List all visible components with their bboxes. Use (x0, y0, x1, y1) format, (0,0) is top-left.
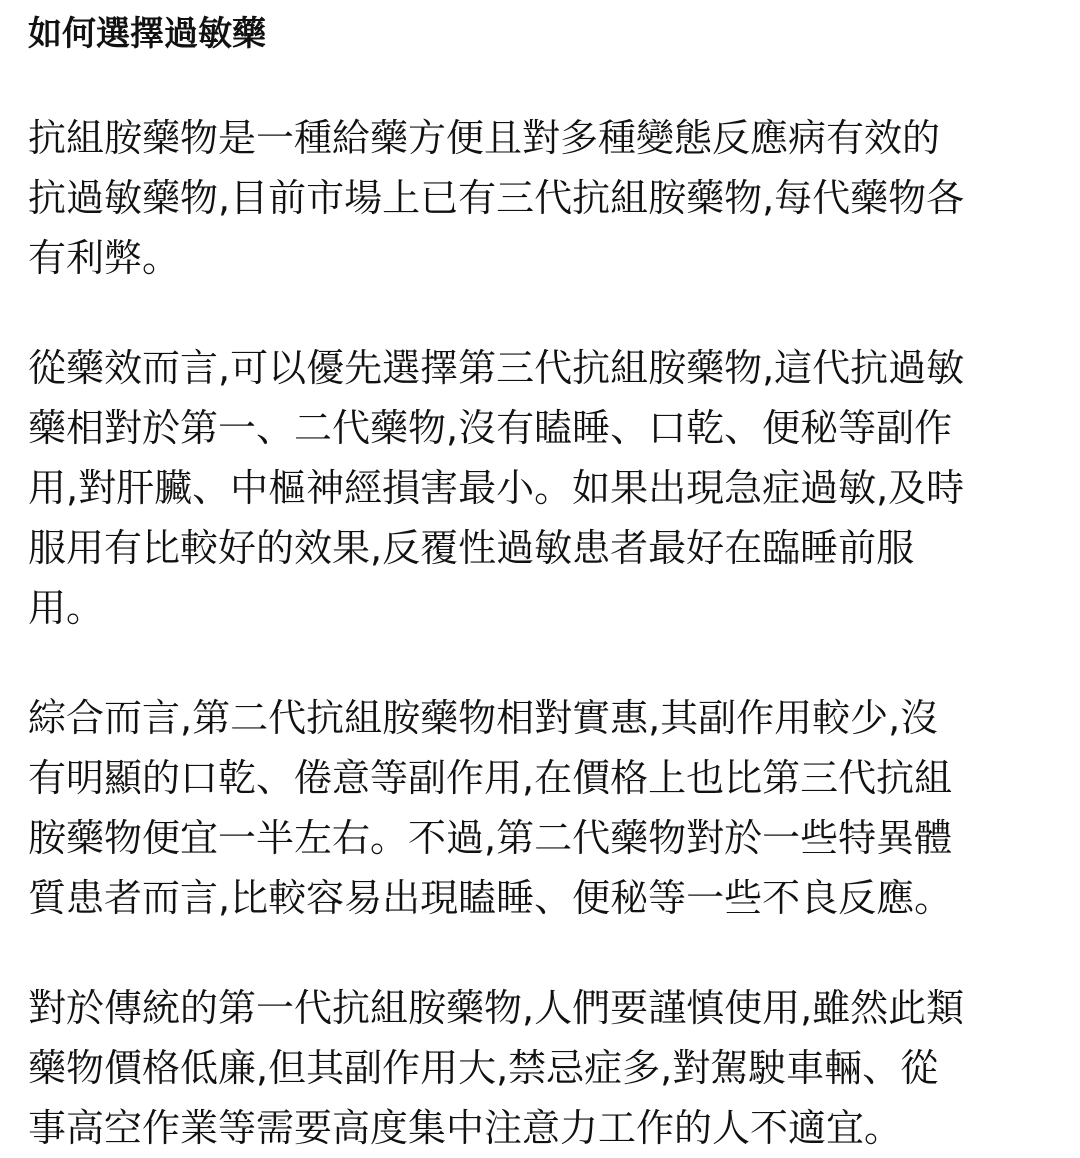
paragraph-third-generation: 從藥效而言,可以優先選擇第三代抗組胺藥物,這代抗過敏 藥相對於第一、二代藥物,沒有瞌睡、口乾、便秘等副作 用,對肝臟、中樞神經損害最小。如果出現急症過敏,及時 服用有比較好的效果,反覆性過敏患者最好在臨睡前服 用。 (28, 346, 965, 630)
article (28, 0, 1058, 1158)
paragraph-intro: 抗組胺藥物是一種給藥方便且對多種變態反應病有效的 抗過敏藥物,目前市場上已有三代抗組胺藥物,每代藥物各 有利弊。 (28, 116, 965, 280)
paragraph-second-generation: 綜合而言,第二代抗組胺藥物相對實惠,其副作用較少,沒 有明顯的口乾、倦意等副作用,在價格上也比第三代抗組 胺藥物便宜一半左右。不過,第二代藥物對於一些特異體 質患者而言,比較容易出現瞌睡、便秘等一些不良反應。 (28, 696, 953, 920)
article-title: 如何選擇過敏藥 (28, 14, 266, 54)
paragraph-first-generation: 對於傳統的第一代抗組胺藥物,人們要謹慎使用,雖然此類 藥物價格低廉,但其副作用大,禁忌症多,對駕駛車輛、從 事高空作業等需要高度集中注意力工作的人不適宜。 (28, 986, 965, 1150)
